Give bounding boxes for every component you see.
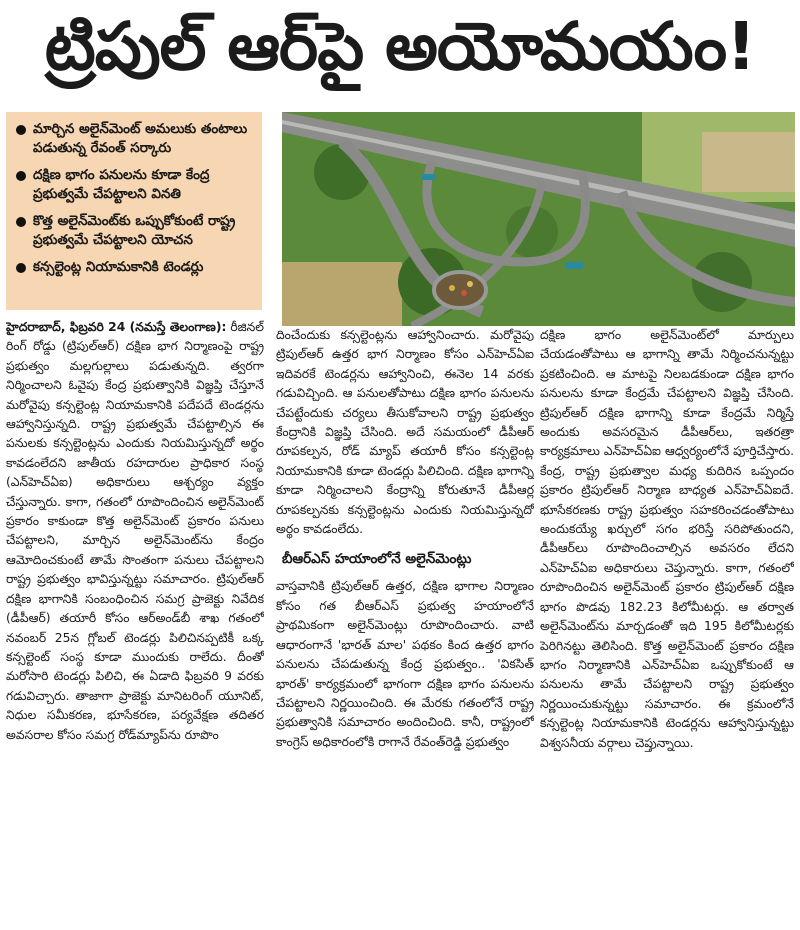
bullet-icon xyxy=(16,171,26,181)
article-column-1 xyxy=(6,318,264,918)
dateline: హైదరాబాద్, ఫిబ్రవరి 24 (నమస్తే తెలంగాణ): xyxy=(6,320,227,334)
photo-illustration xyxy=(282,112,795,326)
highlight-text: దక్షిణ భాగం పనులను కూడా కేంద్ర ప్రభుత్వమే చేపట్టాలని వినతి xyxy=(33,167,210,202)
headline: ట్రిపుల్ ఆర్‌పై అయోమయం! xyxy=(44,7,756,85)
highlight-text: కన్సల్టెంట్ల నియామకానికి టెండర్లు xyxy=(33,259,204,275)
body-paragraph: దించేందుకు కన్సల్టెంట్లను ఆహ్వానించారు. మరోవైపు ట్రిపుల్‌ఆర్ ఉత్తర భాగ నిర్మాణం కోసం ఎన్‌హెచ్‌ఏఐ ఇదివరకే టెండర్లను ఆహ్వానించి, ఈనెల 14 వరకు గడువిచ్చింది. ఆ పనులతోపాటు దక్షిణ భాగం పనులను చేపట్టేందుకు చర్యలు తీసుకోవాలని రాష్ట్ర ప్రభుత్వం కేంద్రానికి విజ్ఞప్తి చేసింది. అదే సమయంలో డీపీఆర్ రూపకల్పన, రోడ్ మ్యాప్ తయారీ కోసం కన్సల్టెంట్ల నియామకానికి కూడా టెండర్లు పిలిచింది. దక్షిణ భాగాన్ని కూడా నిర్మించాలని కేంద్రాన్ని కోరుతూనే డీపీఆర్ల రూపకల్పనకు కన్సల్టెంట్లను ఎందుకు నియమిస్తున్నదో అర్థం కావడంలేదు. xyxy=(276,328,534,537)
highlight-text: కొత్త అలైన్‌మెంట్‌కు ఒప్పుకోకుంటే రాష్ట్ర ప్రభుత్వమే చేపట్టాలని యోచన xyxy=(33,213,236,248)
bullet-icon xyxy=(16,263,26,273)
body-paragraph xyxy=(6,318,264,745)
article-column-3 xyxy=(540,326,794,926)
highlight-item xyxy=(14,258,256,277)
body-paragraph: దక్షిణ భాగం అలైన్‌మెంట్‌లో మార్పులు చేయడంతోపాటు ఆ భాగాన్ని తామే నిర్మించనున్నట్టు ప్రకటించింది. ఆ మాటపై నిలబడకుండా దక్షిణ భాగం పనులను కూడా కేంద్రమే చేపట్టాలని విజ్ఞప్తి చేసింది. ట్రిపుల్‌ఆర్ దక్షిణ భాగాన్ని కూడా కేంద్రమే నిర్మిస్తే అందుకు అవసరమైన డీపీఆర్‌లు, ఇతరత్రా కార్యక్రమాలు ఎన్‌హెచ్‌ఏఐ ఆధ్వర్యంలోనే పూర్తిచేస్తారు. కేంద్ర, రాష్ట్ర ప్రభుత్వాల మధ్య కుదిరిన ఒప్పందం ప్రకారం ట్రిపుల్‌ఆర్ నిర్మాణ బాధ్యత ఎన్‌హెచ్‌ఏఐదే. భూసేకరణకు రాష్ట్ర ప్రభుత్వం సహకరించడంతోపాటు అందుకయ్యే ఖర్చులో సగం భరిస్తే సరిపోతుందని, డీపీఆర్‌లు రూపొందించాల్సిన అవసరం లేదని ఎన్‌హెచ్‌ఏఐ అధికారులు చెప్తున్నారు. కాగా, గతంలో రూపొందించిన అలైన్‌మెంట్ ప్రకారం ట్రిపుల్‌ఆర్ దక్షిణ భాగం పొడవు 182.23 కిలోమీటర్లు. ఆ తర్వాత అలైన్‌మెంట్‌ను మార్చడంతో ఇది 195 కిలోమీటర్లకు పెరిగినట్టు తెలిసింది. కొత్త అలైన్‌మెంట్ ప్రకారం దక్షిణ భాగం నిర్మాణానికి ఎన్‌హెచ్‌ఏఐ ఒప్పుకోకుంటే ఆ పనులను తామే చేపట్టాలని రాష్ట్ర ప్రభుత్వం నిర్ణయించుకున్నట్టు సమాచారం. ఈ క్రమంలోనే కన్సల్టెంట్ల నియామకానికి టెండర్లను ఆహ్వానిస్తున్నట్టు విశ్వసనీయ వర్గాలు చెప్తున్నాయి. xyxy=(540,328,794,750)
article-column-2 xyxy=(276,326,534,926)
section-subheading: బీఆర్‌ఎస్ హయాంలోనే అలైన్‌మెంట్లు xyxy=(282,551,472,568)
highlights-box xyxy=(6,112,262,310)
body-text: రీజినల్ రింగ్ రోడ్డు (ట్రిపుల్‌ఆర్) దక్షిణ భాగ నిర్మాణంపై రాష్ట్ర ప్రభుత్వం మల్లగుల్లాలు పడుతున్నది. త్వరగా నిర్మించాలని ఓవైపు కేంద్ర ప్రభుత్వానికి విజ్ఞప్తి చేస్తూనే మరోవైపు కన్సల్టెంట్ల నియామకానికి పదేపదే టెండర్లను ఆహ్వానిస్తున్నది. రాష్ట్ర ప్రభుత్వమే చేపట్టాల్సిన ఈ పనులకు కన్సల్టెంట్లను ఎందుకు నియమిస్తున్నదో అర్థం కావడంలేదని జాతీయ రహదారుల ప్రాధికార సంస్థ (ఎన్‌హెచ్‌ఏఐ) అధికారులు ఆశ్చర్యం వ్యక్తం చేస్తున్నారు. కాగా, గతంలో రూపొందించిన అలైన్‌మెంట్ ప్రకారం కాకుండా కొత్త అలైన్‌మెంట్ ప్రకారం పనులు చేపట్టాలని, మార్చిన అలైన్‌మెంట్‌ను కేంద్రం ఆమోదించకుంటే తామే సొంతంగా పనులు చేపట్టాలని రాష్ట్ర ప్రభుత్వం భావిస్తున్నట్టు సమాచారం. ట్రిపుల్‌ఆర్ దక్షిణ భాగానికి సంబంధించిన సమగ్ర ప్రాజెక్టు నివేదిక (డీపీఆర్) తయారీ కోసం ఆర్‌అండ్‌బీ శాఖ గతంలో నవంబర్ 25న గ్లోబల్ టెండర్లు పిలిచినప్పటికీ ఒక్క కన్సల్టెంట్ సంస్థ కూడా ముందుకు రాలేదు. దీంతో మరోసారి టెండర్లు పిలిచి, ఈ ఏడాది ఫిబ్రవరి 9 వరకు గడువిచ్చారు. తాజాగా ప్రాజెక్టు మానిటరింగ్ యూనిట్, నిధుల సమీకరణ, భూసేకరణ, పర్యవేక్షణ తదితర అవసరాల కోసం సమగ్ర రోడ్‌మ్యాప్‌ను రూపొం xyxy=(6,320,264,742)
bullet-icon xyxy=(16,217,26,227)
highlight-item xyxy=(14,166,256,204)
aerial-highway-interchange-photo xyxy=(282,112,795,326)
body-paragraph: వాస్తవానికి ట్రిపుల్‌ఆర్ ఉత్తర, దక్షిణ భాగాల నిర్మాణం కోసం గత బీఆర్‌ఎస్ ప్రభుత్వ హయాంలోనే ప్రాథమికంగా అలైన్‌మెంట్లు రూపొందించారు. వాటి ఆధారంగానే 'భారత్ మాల' పథకం కింద ఉత్తర భాగం పనులను చేపడుతున్న కేంద్ర ప్రభుత్వం.. 'వికసిత్ భారత్' కార్యక్రమంలో భాగంగా దక్షిణ భాగం పనులను చేపట్టాలని నిర్ణయించింది. ఈ మేరకు గతంలోనే రాష్ట్ర ప్రభుత్వానికి సమాచారం అందించింది. కానీ, రాష్ట్రంలో కాంగ్రెస్ అధికారంలోకి రాగానే రేవంత్‌రెడ్డి ప్రభుత్వం xyxy=(276,579,534,749)
bullet-icon xyxy=(16,125,26,135)
highlight-item xyxy=(14,120,256,158)
highlight-text: మార్చిన అలైన్‌మెంట్ అమలుకు తంటాలు పడుతున్న రేవంత్ సర్కారు xyxy=(33,121,248,156)
highlight-item xyxy=(14,212,256,250)
